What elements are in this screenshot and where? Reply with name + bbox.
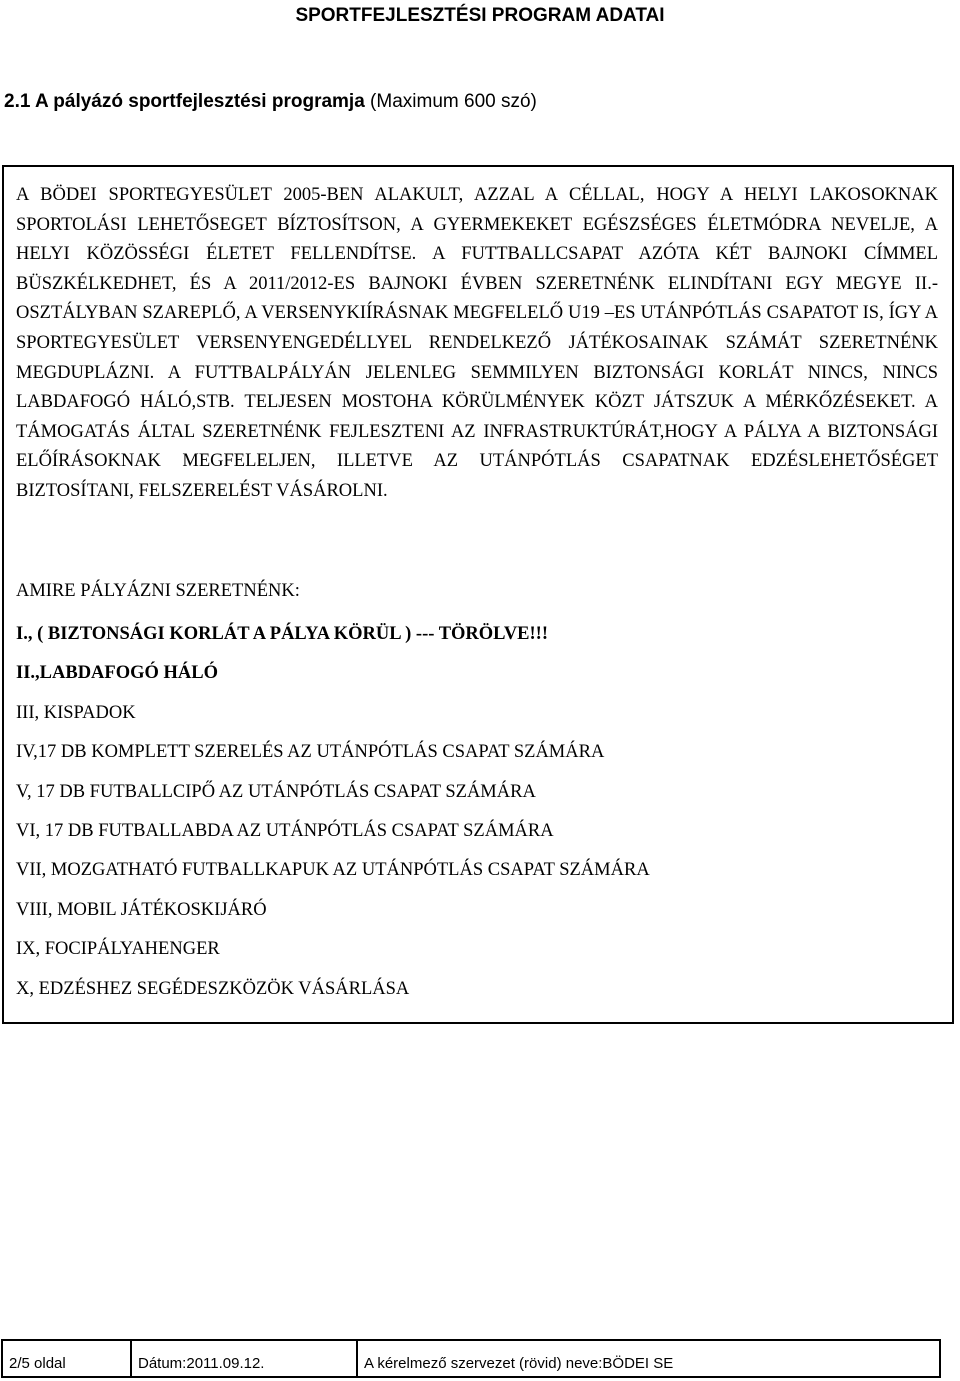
request-item: X, EDZÉSHEZ SEGÉDESZKÖZÖK VÁSÁRLÁSA [16,978,410,999]
request-item: VI, 17 DB FUTBALLABDA AZ UTÁNPÓTLÁS CSAPAT SZÁMÁRA [16,820,554,841]
footer-applicant-name: A kérelmező szervezet (rövid) neve:BÖDEI SE [357,1340,940,1377]
section-title-main: 2.1 A pályázó sportfejlesztési programja [4,91,365,112]
request-item: III, KISPADOK [16,702,136,723]
page-footer [1,1339,941,1378]
request-heading: AMIRE PÁLYÁZNI SZERETNÉNK: [16,581,300,601]
request-item: V, 17 DB FUTBALLCIPŐ AZ UTÁNPÓTLÁS CSAPAT SZÁMÁRA [16,781,536,802]
request-item: I., ( BIZTONSÁGI KORLÁT A PÁLYA KÖRÜL ) --- TÖRÖLVE!!! [16,624,549,644]
section-word-limit: (Maximum 600 szó) [364,91,537,112]
request-item: VIII, MOBIL JÁTÉKOSKIJÁRÓ [16,899,267,920]
request-list [16,622,650,1016]
request-item: IV,17 DB KOMPLETT SZERELÉS AZ UTÁNPÓTLÁS CSAPAT SZÁMÁRA [16,742,605,763]
footer-date: Dátum:2011.09.12. [131,1340,357,1377]
request-item: II.,LABDAFOGÓ HÁLÓ [16,663,218,684]
page-title: SPORTFEJLESZTÉSI PROGRAM ADATAI [295,5,665,26]
footer-page-number: 2/5 oldal [2,1340,131,1377]
program-description-text: A BÖDEI SPORTEGYESÜLET 2005-BEN ALAKULT, AZZAL A CÉLLAL, HOGY A HELYI LAKOSOKNAK SPORTOLÁSI LEHETŐSEGET BÍZTOSÍTSON, A GYERMEKEKET EGÉSZSÉGES ÉLETMÓDRA NEVELJE, A HELYI KÖZÖSSÉGI ÉLETET FELLENDÍTSE. A FUTTBALLCSAPAT AZÓTA KÉT BAJNOKI CÍMMEL BÜSZKÉLKEDHET, ÉS A 2011/2012-ES BAJNOKI ÉVBEN SZERETNÉNK ELINDÍTANI EGY MEGYE II.-OSZTÁLYBAN SZAREPLŐ, A VERSENYKIÍRÁSNAK MEGFELELŐ U19 –ES UTÁNPÓTLÁS CSAPATOT IS, ÍGY A SPORTEGYESÜLET VERSENYENGEDÉLLYEL RENDELKEZŐ JÁTÉKOSAINAK SZÁMÁT SZERETNÉNK MEGDUPLÁZNI. A FUTTBALPÁLYÁN JELENLEG SEMMILYEN BIZTONSÁGI KORLÁT NINCS, NINCS LABDAFOGÓ HÁLÓ,STB. TELJESEN MOSTOHA KÖRÜLMÉNYEK KÖZT JÁTSZUK A MÉRKŐZÉSEKET. A TÁMOGATÁS ÁLTAL SZERETNÉNK FEJLESZTENI AZ INFRASTRUKTÚRÁT,HOGY A PÁLYA A BIZTONSÁGI ELŐÍRÁSOKNAK MEGFELELJEN, ILLETVE AZ UTÁNPÓTLÁS CSAPATNAK EDZÉSLEHETŐSÉGET BIZTOSÍTANI, FELSZERELÉST VÁSÁROLNI. [16,185,938,501]
request-item: IX, FOCIPÁLYAHENGER [16,939,220,960]
program-description-box [2,165,954,1024]
request-item: VII, MOZGATHATÓ FUTBALLKAPUK AZ UTÁNPÓTLÁS CSAPAT SZÁMÁRA [16,860,650,881]
section-title [4,90,537,114]
